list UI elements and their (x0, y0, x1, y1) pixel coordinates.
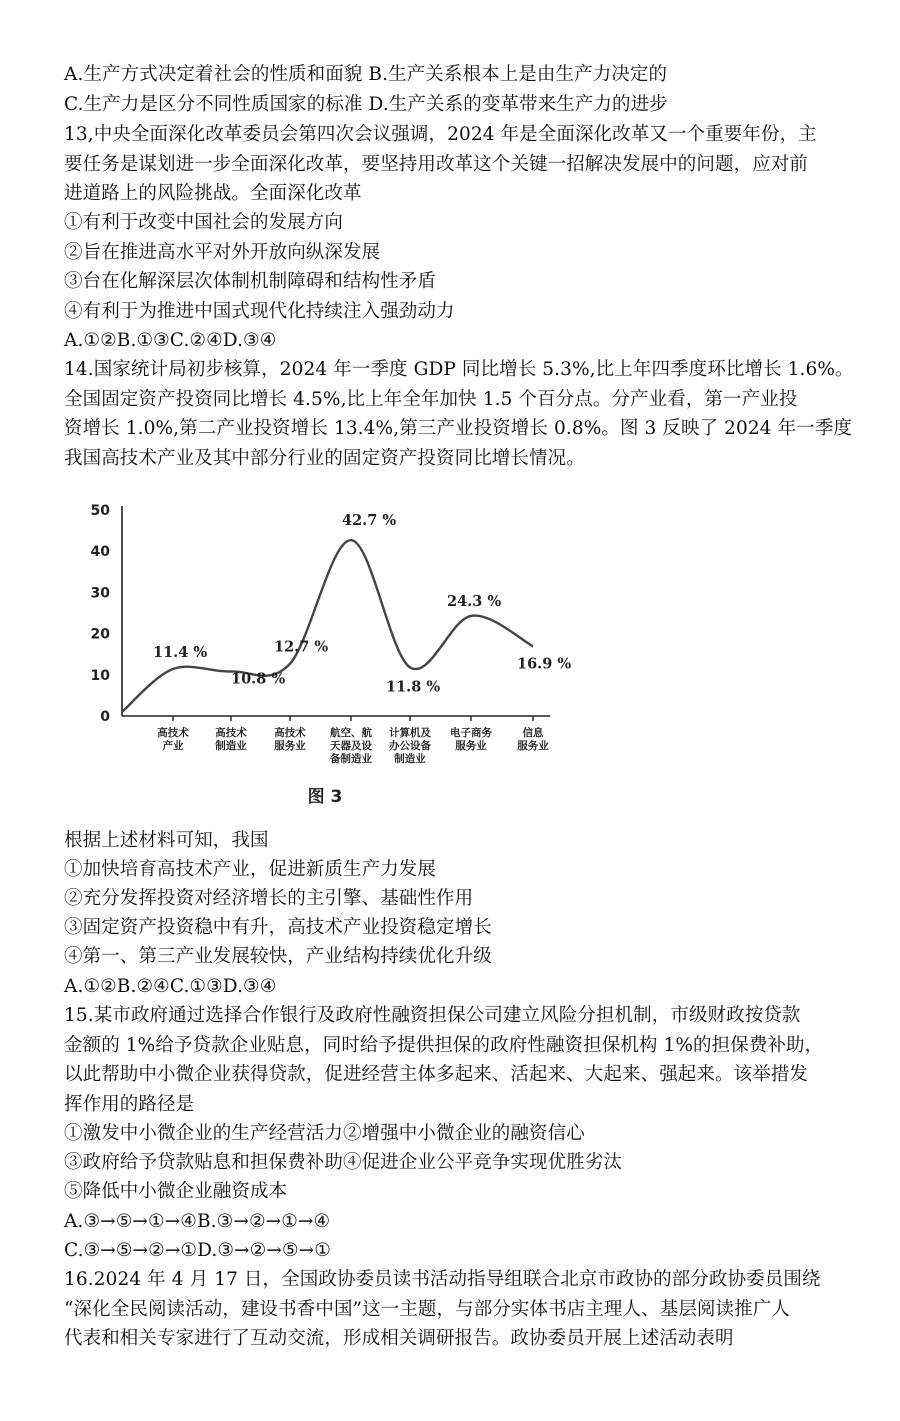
q15-stem-line: 以此帮助中小微企业获得贷款，促进经营主体多起来、活起来、大起来、强起来。该举措发 (64, 1064, 809, 1085)
q13-item: ③台在化解深层次体制机制障碍和结构性矛盾 (64, 271, 437, 292)
q15-item: ⑤降低中小微企业融资成本 (64, 1181, 288, 1202)
y-tick-label: 30 (90, 585, 110, 602)
q14-item: ①加快培育高技术产业，促进新质生产力发展 (64, 859, 437, 880)
data-label: 12.7 % (274, 638, 329, 656)
x-category-label: 高技术 (215, 727, 247, 739)
q15-stem-line: 挥作用的路径是 (64, 1094, 195, 1115)
x-category-label: 办公设备 (389, 740, 431, 752)
q12-option-line: C.生产力是区分不同性质国家的标准 D.生产关系的变革带来生产力的进步 (64, 94, 668, 115)
x-category-label: 备制造业 (330, 753, 372, 765)
q14-item: ④第一、第三产业发展较快，产业结构持续优化升级 (64, 946, 492, 967)
x-category-label: 电子商务 (450, 727, 492, 739)
q13-item: ①有利于改变中国社会的发展方向 (64, 212, 344, 233)
q14-stem-line: 全国固定资产投资同比增长 4.5%,比上年全年加快 1.5 个百分点。分产业看，第一产业投 (64, 389, 798, 410)
x-category-label: 制造业 (215, 740, 247, 752)
x-category-label: 产业 (162, 740, 184, 752)
q15-stem-line: 金额的 1%给予贷款企业贴息，同时给予提供担保的政府性融资担保机构 1%的担保费补助， (64, 1035, 824, 1056)
q15-options: A.③→⑤→①→④B.③→②→①→④ (64, 1211, 331, 1232)
q14-options: A.①②B.②④C.①③D.③④ (64, 976, 277, 997)
y-tick-label: 20 (90, 626, 110, 643)
q16-stem-line: 代表和相关专家进行了互动交流，形成相关调研报告。政协委员开展上述活动表明 (64, 1328, 734, 1349)
data-label: 24.3 % (447, 592, 502, 610)
x-category-label: 服务业 (274, 740, 306, 752)
figure-caption: 图 3 (307, 787, 343, 807)
data-label: 42.7 % (342, 512, 397, 530)
y-tick-label: 40 (90, 544, 110, 561)
x-category-label: 制造业 (394, 753, 426, 765)
q16-stem-line: 16.2024 年 4 月 17 日，全国政协委员读书活动指导组联合北京市政协的部分政协委员围绕 (64, 1269, 821, 1290)
x-category-label: 服务业 (517, 740, 549, 752)
q14-stem-line: 我国高技术产业及其中部分行业的固定资产投资同比增长情况。 (64, 448, 585, 469)
q13-options: A.①②B.①③C.②④D.③④ (64, 330, 277, 351)
q15-item: ①激发中小微企业的生产经营活力②增强中小微企业的融资信心 (64, 1123, 585, 1144)
x-category-label: 服务业 (455, 740, 487, 752)
q13-stem-line: 13,中央全面深化改革委员会第四次会议强调，2024 年是全面深化改革又一个重要年份，主 (64, 124, 817, 145)
x-category-label: 计算机及 (389, 727, 431, 739)
q14-item: ③固定资产投资稳中有升，高技术产业投资稳定增长 (64, 917, 492, 938)
x-category-label: 航空、航 (330, 727, 372, 739)
x-category-label: 信息 (522, 727, 544, 739)
q14-lead: 根据上述材料可知，我国 (64, 830, 269, 851)
y-tick-label: 10 (90, 667, 110, 684)
y-tick-label: 0 (100, 709, 110, 725)
x-category-label: 天器及设 (330, 740, 372, 752)
x-category-label: 高技术 (274, 727, 306, 739)
q16-stem-line: “深化全民阅读活动，建设书香中国”这一主题，与部分实体书店主理人、基层阅读推广人 (64, 1299, 790, 1320)
q15-item: ③政府给予贷款贴息和担保费补助④促进企业公平竞争实现优胜劣汰 (64, 1152, 623, 1173)
q13-stem-line: 进道路上的风险挑战。全面深化改革 (64, 183, 362, 204)
data-label: 16.9 % (517, 655, 572, 673)
q14-item: ②充分发挥投资对经济增长的主引擎、基础性作用 (64, 888, 474, 909)
q13-stem-line: 要任务是谋划进一步全面深化改革，要坚持用改革这个关键一招解决发展中的问题，应对前 (64, 154, 809, 175)
x-category-label: 高技术 (157, 727, 189, 739)
q15-stem-line: 15.某市政府通过选择合作银行及政府性融资担保公司建立风险分担机制，市级财政按贷款 (64, 1005, 801, 1026)
q14-stem-line: 资增长 1.0%,第二产业投资增长 13.4%,第三产业投资增长 0.8%。图 3 反映了 2024 年一季度 (64, 418, 853, 439)
line-chart (80, 488, 572, 818)
data-label: 10.8 % (231, 670, 286, 688)
y-tick-label: 50 (90, 503, 110, 519)
q13-item: ④有利于为推进中国式现代化持续注入强劲动力 (64, 301, 455, 322)
q14-stem-line: 14.国家统计局初步核算，2024 年一季度 GDP 同比增长 5.3%,比上年四季度环比增长 1.6%。 (64, 359, 854, 380)
figure-3-chart (80, 488, 572, 818)
q13-item: ②旨在推进高水平对外开放向纵深发展 (64, 242, 381, 263)
data-label: 11.4 % (153, 644, 208, 662)
q15-options: C.③→⑤→②→①D.③→②→⑤→① (64, 1240, 331, 1261)
q12-option-line: A.生产方式决定着社会的性质和面貌 B.生产关系根本上是由生产力决定的 (64, 64, 668, 85)
data-label: 11.8 % (386, 678, 441, 696)
series-line (122, 540, 533, 712)
